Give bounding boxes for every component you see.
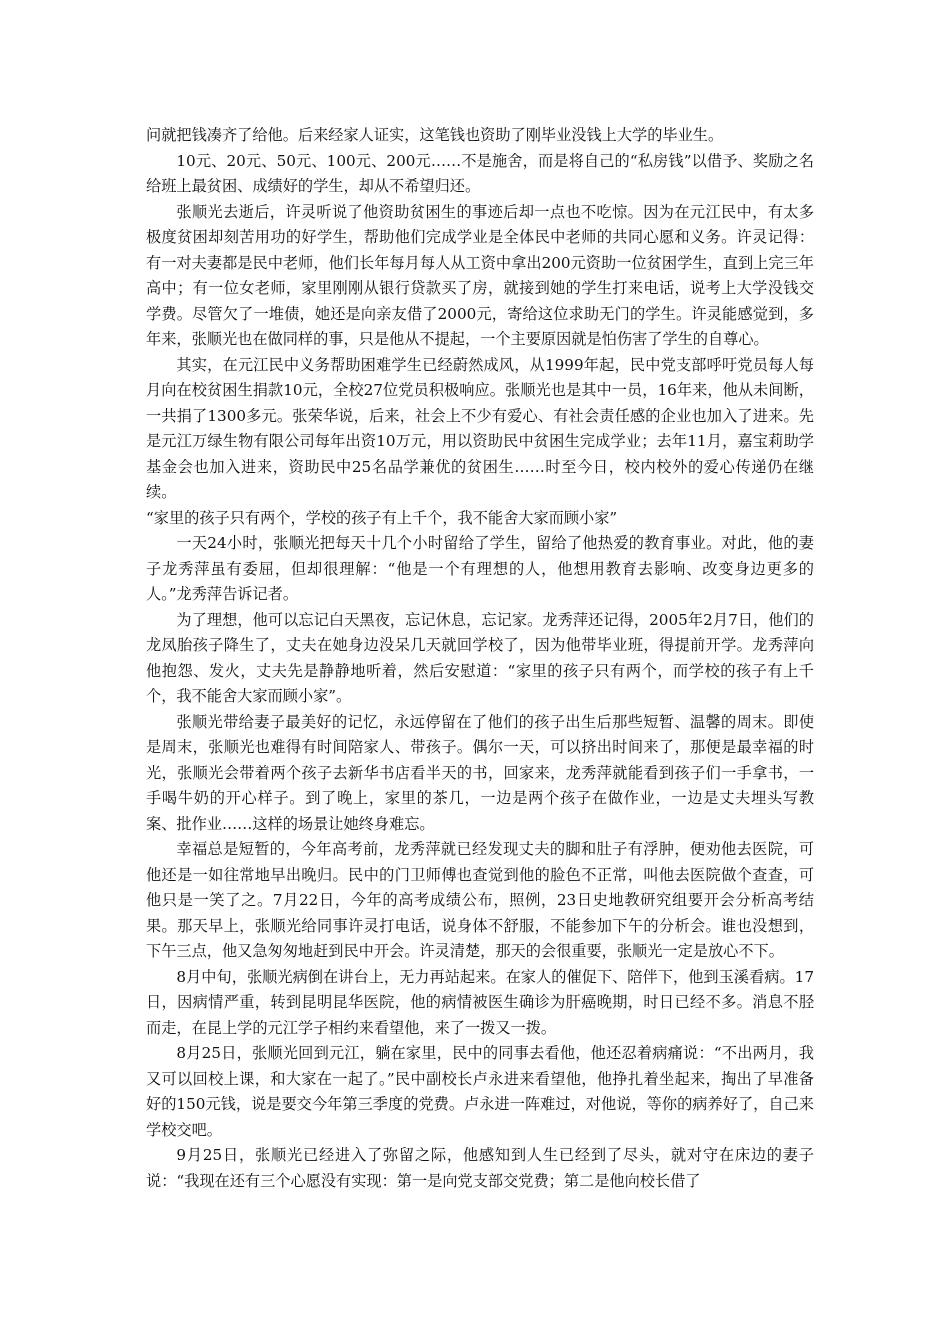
document-body <box>146 123 814 1194</box>
paragraph: 一天24小时，张顺光把每天十几个小时留给了学生，留给了他热爱的教育事业。对此，他的妻子龙秀萍虽有委屈，但却很理解：“他是一个有理想的人，他想用教育去影响、改变身边更多的人。”龙秀萍告诉记者。 <box>146 534 814 603</box>
paragraph: 8月25日，张顺光回到元江，躺在家里，民中的同事去看他，他还忍着病痛说：“不出两月，我又可以回校上课，和大家在一起了。”民中副校长卢永进来看望他，他挣扎着坐起来，掏出了早准备好的150元钱，说是要交今年第三季度的党费。卢永进一阵难过，对他说，等你的病养好了，自己来学校交吧。 <box>146 1044 814 1139</box>
paragraph: 为了理想，他可以忘记白天黑夜，忘记休息，忘记家。龙秀萍还记得，2005年2月7日，他们的龙凤胎孩子降生了，丈夫在她身边没呆几天就回学校了，因为他带毕业班，得提前开学。龙秀萍向他抱怨、发火，丈夫先是静静地听着，然后安慰道：“家里的孩子只有两个，而学校的孩子有上千个，我不能舍大家而顾小家”。 <box>146 610 814 705</box>
paragraph: 8月中旬，张顺光病倒在讲台上，无力再站起来。在家人的催促下、陪伴下，他到玉溪看病。17日，因病情严重，转到昆明昆华医院，他的病情被医生确诊为肝癌晚期，时日已经不多。消息不胫而走，在昆上学的元江学子相约来看望他，来了一拨又一拨。 <box>146 967 814 1037</box>
paragraph: 9月25日，张顺光已经进入了弥留之际，他感知到人生已经到了尽头，就对守在床边的妻子说：“我现在还有三个心愿没有实现：第一是向党支部交党费；第二是他向校长借了 <box>146 1146 814 1190</box>
paragraph: 其实，在元江民中义务帮助困难学生已经蔚然成风，从1999年起，民中党支部呼吁党员每人每月向在校贫困生捐款10元，全校27位党员积极响应。张顺光也是其中一员，16年来，他从未间断，一共捐了1300多元。张荣华说，后来，社会上不少有爱心、有社会责任感的企业也加入了进来。先是元江万绿生物有限公司每年出资10万元，用以资助民中贫困生完成学业；去年11月，嘉宝莉助学基金会也加入进来，资助民中25名品学兼优的贫困生……时至今日，校内校外的爱心传递仍在继续。 <box>146 355 814 501</box>
paragraph-continuation: 问就把钱凑齐了给他。后来经家人证实，这笔钱也资助了刚毕业没钱上大学的毕业生。 <box>146 126 724 144</box>
paragraph: 幸福总是短暂的，今年高考前，龙秀萍就已经发现丈夫的脚和肚子有浮肿，便劝他去医院，可他还是一如往常地早出晚归。民中的门卫师傅也查觉到他的脸色不正常，叫他去医院做个查查，可他只是一笑了之。7月22日，今年的高考成绩公布，照例，23日史地教研究组要开会分析高考结果。那天早上，张顺光给同事许灵打电话，说身体不舒服，不能参加下午的分析会。谁也没想到，下午三点，他又急匆匆地赶到民中开会。许灵清楚，那天的会很重要，张顺光一定是放心不下。 <box>146 840 814 960</box>
paragraph: 10元、20元、50元、100元、200元……不是施舍，而是将自己的“私房钱”以借予、奖励之名给班上最贫困、成绩好的学生，却从不希望归还。 <box>146 151 814 195</box>
paragraph: 张顺光带给妻子最美好的记忆，永远停留在了他们的孩子出生后那些短暂、温馨的周末。即使是周末，张顺光也难得有时间陪家人、带孩子。偶尔一天，可以挤出时间来了，那便是最幸福的时光，张顺光会带着两个孩子去新华书店看半天的书，回家来，龙秀萍就能看到孩子们一手拿书，一手喝牛奶的开心样子。到了晚上，家里的茶几，一边是两个孩子在做作业，一边是丈夫埋头写教案、批作业……这样的场景让她终身难忘。 <box>146 712 814 833</box>
paragraph: 张顺光去逝后，许灵听说了他资助贫困生的事迹后却一点也不吃惊。因为在元江民中，有太多极度贫困却刻苦用功的好学生，帮助他们完成学业是全体民中老师的共同心愿和义务。许灵记得：有一对夫妻都是民中老师，他们长年每月每人从工资中拿出200元资助一位贫困学生，直到上完三年高中；有一位女老师，家里刚刚从银行贷款买了房，就接到她的学生打来电话，说考上大学没钱交学费。尽管欠了一堆债，她还是向亲友借了2000元，寄给这位求助无门的学生。许灵能感觉到，多年来，张顺光也在做同样的事，只是他从不提起，一个主要原因就是怕伤害了学生的自尊心。 <box>146 202 814 348</box>
section-heading: “家里的孩子只有两个，学校的孩子有上千个，我不能舍大家而顾小家” <box>146 508 618 527</box>
